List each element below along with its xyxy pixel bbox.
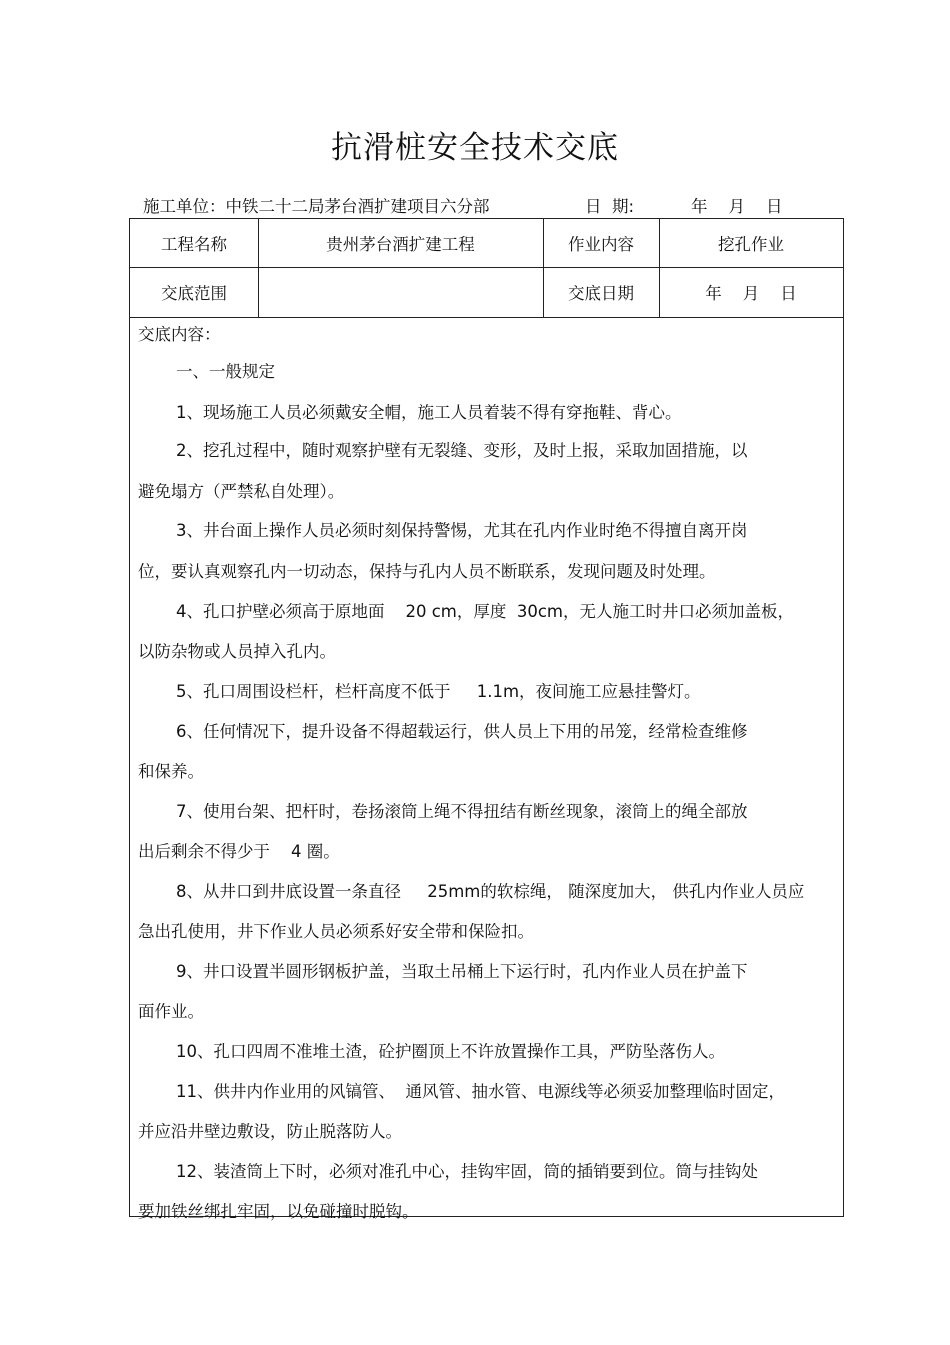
content-line: 避免塌方（严禁私自处理）。 — [138, 482, 345, 501]
content-line: 1、现场施工人员必须戴安全帽，施工人员着装不得有穿拖鞋、背心。 — [176, 403, 682, 422]
date-value: 年 月 日 — [691, 197, 783, 216]
content-line: 出后剩余不得少于 4 圈。 — [138, 842, 340, 861]
construction-unit: 施工单位：中铁二十二局茅台酒扩建项目六分部 — [143, 197, 490, 216]
work-content-value: 挖孔作业 — [718, 235, 784, 254]
handover-table — [129, 218, 844, 1221]
content-line: 并应沿井壁边敷设，防止脱落防人。 — [138, 1122, 402, 1141]
content-line: 要加铁丝绑扎牢固，以免碰撞时脱钩。 — [138, 1202, 419, 1221]
content-line: 一、一般规定 — [176, 362, 275, 381]
content-line: 10、孔口四周不准堆土渣，砼护圈顶上不许放置操作工具，严防坠落伤人。 — [176, 1042, 725, 1061]
content-line: 9、井口设置半圆形钢板护盖，当取土吊桶上下运行时，孔内作业人员在护盖下 — [176, 962, 748, 981]
content-line: 7、使用台架、把杆时，卷扬滚筒上绳不得扭结有断丝现象，滚筒上的绳全部放 — [176, 802, 748, 821]
content-line: 12、装渣筒上下时，必须对准孔中心，挂钩牢固，筒的插销要到位。筒与挂钩处 — [176, 1162, 758, 1181]
content-line: 3、井台面上操作人员必须时刻保持警惕，尤其在孔内作业时绝不得擅自离开岗 — [176, 521, 748, 540]
project-name-value: 贵州茅台酒扩建工程 — [326, 235, 475, 254]
project-name-label: 工程名称 — [161, 235, 227, 254]
document-title: 抗滑桩安全技术交底 — [331, 130, 619, 166]
date-label: 日 期: — [585, 197, 635, 216]
handover-date-value: 年 月 日 — [705, 284, 797, 303]
content-line: 4、孔口护壁必须高于原地面 20 cm，厚度 30cm，无人施工时井口必须加盖板， — [176, 602, 794, 621]
content-label: 交底内容： — [138, 325, 221, 344]
content-line: 8、从井口到井底设置一条直径 25mm的软棕绳， 随深度加大， 供孔内作业人员应 — [176, 882, 805, 901]
content-line: 和保养。 — [138, 762, 204, 781]
content-line: 急出孔使用，井下作业人员必须系好安全带和保险扣。 — [138, 922, 534, 941]
content-line: 6、任何情况下，提升设备不得超载运行，供人员上下用的吊笼，经常检查维修 — [176, 722, 748, 741]
content-line: 面作业。 — [138, 1002, 204, 1021]
work-content-label: 作业内容 — [568, 235, 634, 254]
handover-date-label: 交底日期 — [568, 284, 634, 303]
scope-label: 交底范围 — [161, 284, 227, 303]
content-line: 2、挖孔过程中，随时观察护壁有无裂缝、变形，及时上报，采取加固措施，以 — [176, 441, 748, 460]
content-line: 以防杂物或人员掉入孔内。 — [138, 642, 336, 661]
scope-value — [258, 267, 543, 317]
content-line: 5、孔口周围设栏杆，栏杆高度不低于 1.1m，夜间施工应悬挂警灯。 — [176, 682, 701, 701]
content-line: 11、供井内作业用的风镐管、 通风管、抽水管、电源线等必须妥加整理临时固定， — [176, 1082, 785, 1101]
row-divider — [130, 317, 843, 318]
content-line: 位，要认真观察孔内一切动态，保持与孔内人员不断联系，发现问题及时处理。 — [138, 562, 716, 581]
